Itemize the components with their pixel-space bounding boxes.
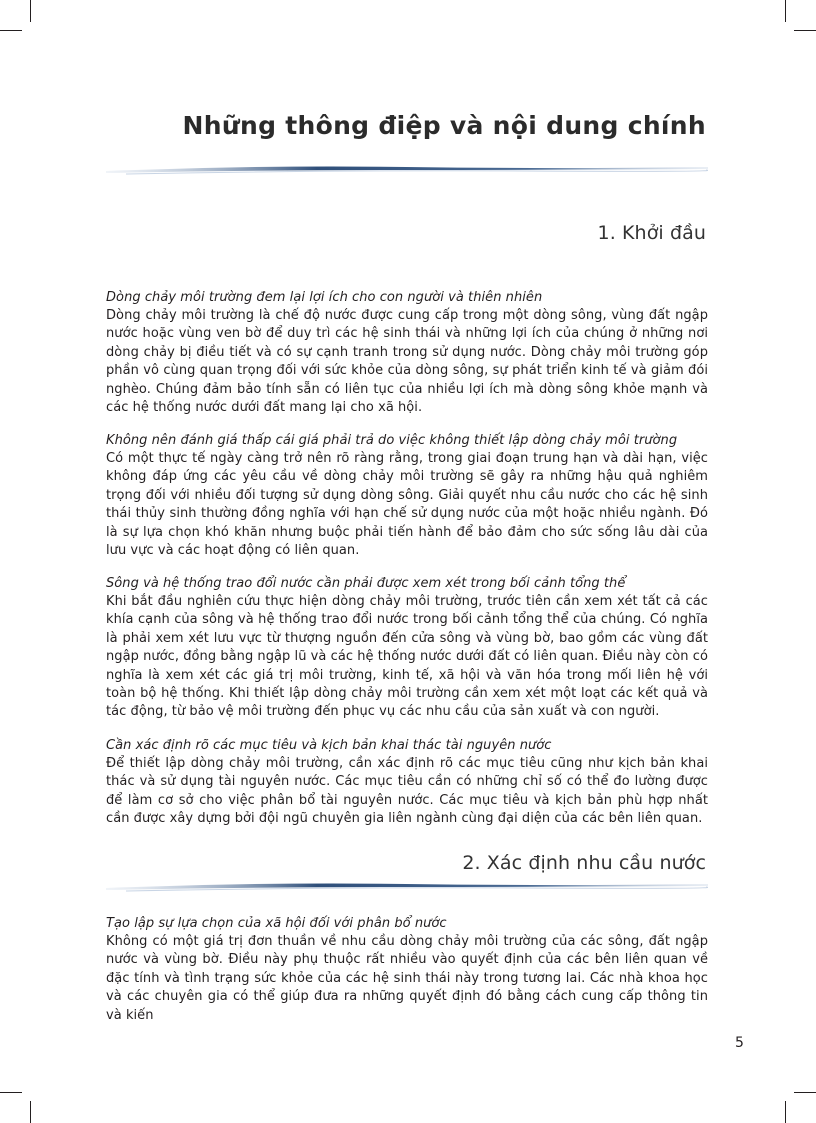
paragraph: Không có một giá trị đơn thuần về nhu cầu dòng chảy môi trường của các sông, đất ngập nước và vùng bờ. Điều này phụ thuộc rất nhiều vào quyết định của các bên liên quan về đặc tính và tình trạng sức khỏe của các hệ sinh thái này trong tương lai. Các nhà khoa học và các chuyên gia có thể giúp đưa ra những quyết định đó bằng cách cung cấp thông tin và kiến (106, 934, 708, 1023)
subheading: Cần xác định rõ các mục tiêu và kịch bản khai thác tài nguyên nước (106, 738, 552, 753)
section-divider (106, 879, 708, 893)
subheading: Sông và hệ thống trao đổi nước cần phải được xem xét trong bối cảnh tổng thể (106, 576, 626, 591)
section-heading-1: 1. Khởi đầu (597, 222, 706, 244)
subheading: Không nên đánh giá thấp cái giá phải trả do việc không thiết lập dòng chảy môi trường (106, 433, 678, 448)
section-1-block-1 (106, 289, 708, 417)
page-number: 5 (735, 1035, 744, 1051)
crop-mark (30, 1101, 31, 1123)
crop-mark (785, 0, 786, 22)
subheading: Dòng chảy môi trường đem lại lợi ích cho con người và thiên nhiên (106, 290, 543, 305)
page-title: Những thông điệp và nội dung chính (182, 111, 706, 140)
section-1-block-4 (106, 737, 708, 829)
section-2-block-1 (106, 915, 708, 1025)
crop-mark (794, 1092, 816, 1093)
paragraph: Dòng chảy môi trường là chế độ nước được cung cấp trong một dòng sông, vùng đất ngập nước hoặc vùng ven bờ để duy trì các hệ sinh thái và những lợi ích của chúng ở những nơi dòng chảy bị điều tiết và có sự cạnh tranh trong sử dụng nước. Dòng chảy môi trường góp phần vô cùng quan trọng đối với sức khỏe của dòng sông, sự phát triển kinh tế và giảm đói nghèo. Chúng đảm bảo tính sẵn có liên tục của nhiều lợi ích mà dòng sông khỏe mạnh và các hệ thống nước dưới đất mang lại cho xã hội. (106, 308, 708, 416)
section-heading-2: 2. Xác định nhu cầu nước (462, 852, 706, 874)
crop-mark (794, 30, 816, 31)
paragraph: Khi bắt đầu nghiên cứu thực hiện dòng chảy môi trường, trước tiên cần xem xét tất cả các khía cạnh của sông và hệ thống trao đổi nước trong bối cảnh tổng thể của chúng. Có nghĩa là phải xem xét lưu vực từ thượng nguồn đến cửa sông và vùng bờ, bao gồm các vùng đất ngập nước, đồng bằng ngập lũ và các hệ thống nước dưới đất có liên quan. Điều này còn có nghĩa là xem xét các giá trị môi trường, kinh tế, xã hội và văn hóa trong mối liên hệ với toàn bộ hệ thống. Khi thiết lập dòng chảy môi trường cần xem xét một loạt các kết quả và tác động, từ bảo vệ môi trường đến phục vụ các nhu cầu của sản xuất và con người. (106, 594, 708, 720)
paragraph: Để thiết lập dòng chảy môi trường, cần xác định rõ các mục tiêu cũng như kịch bản khai thác và sử dụng tài nguyên nước. Các mục tiêu cần có những chỉ số có thể đo lường được để làm cơ sở cho việc phân bổ tài nguyên nước. Các mục tiêu và kịch bản phù hợp nhất cần được xây dựng bởi đội ngũ chuyên gia liên ngành cùng đại diện của các bên liên quan. (106, 756, 708, 827)
crop-mark (30, 0, 31, 22)
paragraph: Có một thực tế ngày càng trở nên rõ ràng rằng, trong giai đoạn trung hạn và dài hạn, việc không đáp ứng các yêu cầu về dòng chảy môi trường sẽ gây ra những hậu quả nghiêm trọng đối với nhiều đối tượng sử dụng dòng sông. Giải quyết nhu cầu nước cho các hệ sinh thái thủy sinh thường đồng nghĩa với hạn chế sử dụng nước của một hoặc nhiều ngành. Đó là sự lựa chọn khó khăn nhưng buộc phải tiến hành để bảo đảm cho sức sống lâu dài của lưu vực và các hoạt động có liên quan. (106, 451, 708, 559)
crop-mark (0, 1092, 22, 1093)
section-1-block-3 (106, 575, 708, 722)
title-divider (106, 162, 708, 176)
section-1-block-2 (106, 432, 708, 560)
subheading: Tạo lập sự lựa chọn của xã hội đối với phân bổ nước (106, 916, 447, 931)
crop-mark (785, 1101, 786, 1123)
crop-mark (0, 30, 22, 31)
